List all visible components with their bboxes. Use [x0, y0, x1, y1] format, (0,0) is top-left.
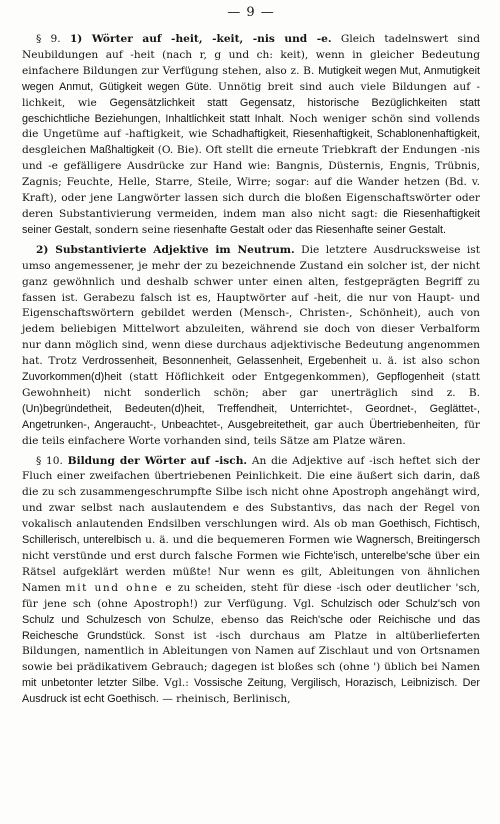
- section-10-text-10: — rheinisch, Berlinisch,: [158, 693, 291, 706]
- subsection-2-text-4: (statt Gewohnheit) nicht sonderlich schön; aber gar unerträglich sind z. B.: [22, 371, 480, 399]
- section-9-example-6: riesenhafte Gestalt: [173, 223, 265, 236]
- section-9-text-3: Noch weniger schön sind vollends die Ungetüme auf -haftigkeit, wie: [22, 112, 480, 141]
- subsection-2-text-2: u. ä. ist also schon: [366, 355, 480, 368]
- section-9-example-7: das Riesenhafte seiner Gestalt.: [295, 223, 446, 236]
- section-9-paragraph: [22, 32, 480, 239]
- section-10-example-6: mit unbetonter letzter Silbe.: [22, 677, 159, 690]
- section-9-example-2: Gegensätzlichkeit statt Gegensatz, historische Bezüglichkeiten statt geschichtliche Beziehungen, Inhaltlichkeit statt Inhalt.: [22, 96, 480, 125]
- section-9-heading: 1) Wörter auf -heit, -keit, -nis und -e.: [69, 33, 332, 45]
- section-9-example-5: die Riesenhaftigkeit seiner Gestalt,: [22, 207, 481, 236]
- section-10-paragraph: [22, 454, 480, 709]
- subsection-2-example-5: Übertriebenheiten: [369, 418, 456, 431]
- section-10-heading: Bildung der Wörter auf -isch.: [67, 454, 248, 467]
- section-9-text-4: desgleichen: [22, 144, 90, 157]
- section-10-example-1: Goethisch, Fichtisch, Schillerisch, unterelbisch: [22, 518, 480, 547]
- section-10-number: § 10.: [36, 454, 63, 467]
- section-9-example-1: Mutigkeit wegen Mut, Anmutigkeit wegen Anmut, Gütigkeit wegen Güte.: [22, 64, 480, 93]
- section-10-example-3: Fichte'isch, unterelbe'sche: [304, 550, 432, 562]
- section-9-number: § 9.: [36, 33, 61, 45]
- section-10-text-2: u. ä. und die bequemeren Formen wie: [141, 534, 357, 547]
- section-10-text-8: Vgl.:: [158, 677, 194, 690]
- section-10-text-6: ebenso: [213, 613, 267, 626]
- section-10-text-4: über ein Rätsel aufgeklärt werden müßte! Nur wenn es gilt, Ableitungen von ähnlichen Namen: [22, 550, 480, 594]
- section-9-text-6: sondern seine: [91, 223, 174, 236]
- section-10-text-5: zu scheiden, steht für diese -isch oder deutlicher 'sch, für jene sch (ohne Apostroph!) zur Verfügung. Vgl.: [22, 581, 481, 610]
- subsection-2-text-6: , für die teils einfachere Worte vorhanden sind, teils Sätze am Platze wären.: [22, 418, 480, 447]
- section-10-text-7: Sonst ist -isch durchaus am Platze in altüberlieferten Bildungen, namentlich in Ableitungen von Namen auf Zischlaut und von Ortsnamen sowie bei prädikativem Gebrauch; dagegen ist bloßes sch (ohne ') üblich bei Namen: [22, 629, 480, 674]
- section-9-text-5: (O. Bie). Oft stellt die erneute Triebkraft der Endungen -nis und -e gefälligere Ausdrücke zur Hand wie: Bangnis, Düsternis, Engnis, Trübnis, Zagnis; Feuchte, Helle, Starre, Steile, Wirre; sogar: auf die Wander hetzen (Bd. v. Kraft), oder jene Langwörter lassen sich durch die bloßen Eigenschaftswörter oder deren Substantivierung vermeiden, indem man also nicht sagt:: [22, 144, 480, 220]
- subsection-2-heading: 2) Substantivierte Adjektive im Neutrum.: [36, 243, 295, 256]
- subsection-2-example-4: (Un)begründetheit, Bedeuten(d)heit, Treffendheit, Unterrichtet-, Geordnet-, Geglättet-, Angetrunken-, Angeraucht-, Unbeachtet-, Ausgebreitetheit,: [22, 402, 480, 431]
- section-10-spaced-phrase: mit und ohne e: [65, 581, 174, 594]
- subsection-2-text-3: (statt Höflichkeit oder Entgegenkommen),: [121, 371, 377, 384]
- subsection-2-paragraph: [22, 243, 480, 450]
- subsection-2-example-2: Zuvorkommen(d)heit: [22, 371, 122, 384]
- section-10-example-4: Schulzisch oder Schulz'sch von Schulz und Schulzesch von Schulze,: [22, 597, 480, 626]
- section-9-text-2: Unnötig breit sind auch viele Bildungen auf -lichkeit, wie: [22, 80, 480, 109]
- section-9-example-3: Schadhaftigkeit, Riesenhaftigkeit, Schablonenhaftigkeit,: [211, 128, 480, 141]
- section-10-example-8: Der Ausdruck ist echt Goethisch.: [22, 677, 480, 706]
- section-10-example-7: Vossische Zeitung, Vergilisch, Horazisch, Leibnizisch.: [193, 677, 458, 690]
- subsection-2-example-3: Gepflogenheit: [376, 371, 444, 384]
- page-number: — 9 —: [227, 5, 275, 20]
- section-10-text-3: nicht verstünde und erst durch falsche Formen wie: [22, 550, 305, 562]
- section-10-example-5: das Reich'sche oder Reichische und das Reichesche Grundstück.: [22, 613, 481, 642]
- section-9-text-1: Gleich tadelnswert sind Neubildungen auf -heit (nach r, g und ch: keit), wenn in gleicher Bedeutung einfachere Bildungen zur Verfügung stehen, also z. B.: [22, 33, 480, 77]
- subsection-2-text-5: gar auch: [308, 418, 370, 431]
- section-10-text-1: An die Adjektive auf -isch heftet sich der Fluch einer zweifachen übertriebenen Peinlichkeit. Die eine äußert sich darin, daß die zu sch zusammengeschrumpfte Silbe isch nicht ohne Apostroph angehängt wird, und zwar selbst nach auslautendem e des Substantivs, das nach der Regel von vokalisch anlautenden Endsilben verschlungen wird. Als ob man: [22, 454, 480, 531]
- section-10-example-2: Wagnersch, Breitingersch: [356, 534, 481, 547]
- subsection-2-text-1: Die letztere Ausdrucksweise ist umso angemessener, je mehr der zu bezeichnende Zustand ein solcher ist, der nicht ganz gewöhnlich und deshalb schwer unter einen alten, festgeprägten Begriff zu fassen ist. Gerabezu falsch ist es, Hauptwörter auf -heit, die nur von Haupt- und Eigenschaftswörtern gebildet werden (Mensch-, Christen-, Schönheit), auch von jedem beliebigen Mittelwort abzuleiten, während sie doch von dieser Verbalform nur dann möglich sind, wenn diese durchaus adjektivische Bedeutung angenommen hat. Trotz: [22, 243, 480, 368]
- subsection-2-example-1: Verdrossenheit, Besonnenheit, Gelassenheit, Ergebenheit: [82, 355, 367, 368]
- section-9-text-7: oder: [264, 223, 296, 236]
- section-9-example-4: Maßhaltigkeit: [89, 144, 155, 157]
